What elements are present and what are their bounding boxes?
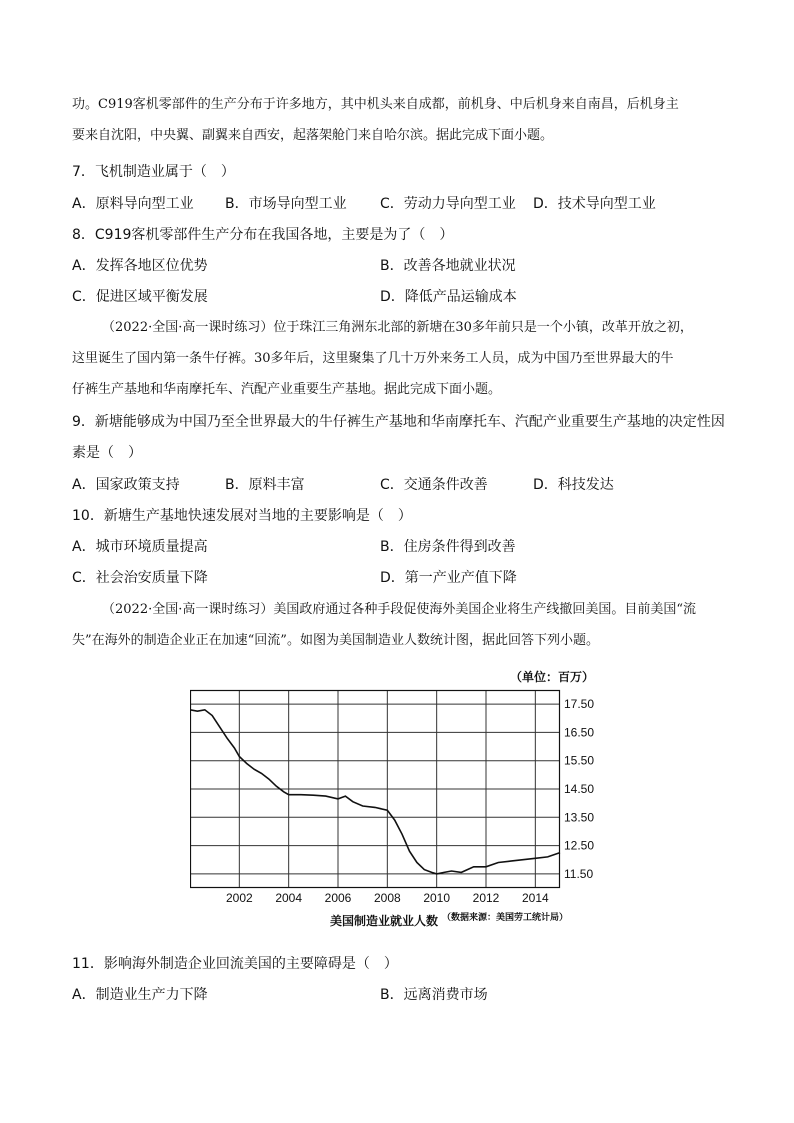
q11-option-a[interactable]: A．制造业生产力下降: [72, 987, 208, 1003]
y-tick-label: 12.50: [564, 838, 595, 853]
x-tick-label: 2008: [373, 891, 401, 905]
question-10-stem: 10．新塘生产基地快速发展对当地的主要影响是（ ）: [72, 508, 412, 524]
question-9-stem-line-2: 素是（ ）: [72, 445, 142, 461]
series-line-employment: [190, 710, 560, 874]
question-9-stem-line-1: 9．新塘能够成为中国乃至全世界最大的牛仔裤生产基地和华南摩托车、汽配产业重要生产基地的决定性因: [72, 414, 725, 430]
c919-intro-line-1: 功。C919客机零部件的生产分布于许多地方，其中机头来自成都，前机身、中后机身来自南昌，后机身主: [72, 97, 679, 112]
question-7-stem: 7．飞机制造业属于（ ）: [72, 164, 235, 180]
q10-option-b[interactable]: B．住房条件得到改善: [380, 539, 516, 555]
xintang-intro-line-3: 仔裤生产基地和华南摩托车、汽配产业重要生产基地。据此完成下面小题。: [72, 382, 502, 397]
q9-option-a[interactable]: A．国家政策支持: [72, 477, 180, 493]
q10-option-d[interactable]: D．第一产业产值下降: [380, 570, 517, 586]
y-tick-label: 16.50: [564, 725, 595, 740]
q7-option-a[interactable]: A．原料导向型工业: [72, 196, 194, 212]
y-tick-label: 15.50: [564, 753, 595, 768]
x-tick-label: 2006: [324, 891, 352, 905]
chart-plot: [190, 668, 620, 908]
q7-option-d[interactable]: D．技术导向型工业: [533, 196, 656, 212]
y-tick-label: 11.50: [564, 866, 594, 881]
x-tick-label: 2012: [472, 891, 500, 905]
q7-option-b[interactable]: B．市场导向型工业: [225, 196, 347, 212]
q8-option-b[interactable]: B．改善各地就业状况: [380, 258, 516, 274]
question-8-stem: 8．C919客机零部件生产分布在我国各地，主要是为了（ ）: [72, 227, 454, 243]
x-tick-label: 2002: [225, 891, 253, 905]
q8-option-c[interactable]: C．促进区域平衡发展: [72, 289, 208, 305]
chart-source: （数据来源：美国劳工统计局）: [442, 913, 569, 923]
question-11-stem: 11．影响海外制造企业回流美国的主要障碍是（ ）: [72, 956, 398, 972]
x-tick-label: 2010: [423, 891, 451, 905]
q10-option-a[interactable]: A．城市环境质量提高: [72, 539, 208, 555]
us-intro-line-1: （2022·全国·高一课时练习）美国政府通过各种手段促使海外美国企业将生产线撤回美国。目前美国“流: [102, 602, 696, 617]
us-intro-line-2: 失”在海外的制造企业正在加速“回流”。如图为美国制造业人数统计图，据此回答下列小题。: [72, 633, 599, 648]
q9-option-d[interactable]: D．科技发达: [533, 477, 614, 493]
x-tick-label: 2014: [521, 891, 549, 905]
q8-option-d[interactable]: D．降低产品运输成本: [380, 289, 517, 305]
c919-intro-line-2: 要来自沈阳，中央翼、副翼来自西安，起落架舱门来自哈尔滨。据此完成下面小题。: [72, 128, 554, 143]
q10-option-c[interactable]: C．社会治安质量下降: [72, 570, 208, 586]
x-tick-label: 2004: [275, 891, 303, 905]
chart-unit-label: （单位：百万）: [510, 670, 595, 684]
xintang-intro-line-2: 这里诞生了国内第一条牛仔裤。30多年后，这里聚集了几十万外来务工人员，成为中国乃至世界最大的牛: [72, 351, 674, 366]
y-tick-label: 14.50: [564, 782, 595, 796]
y-tick-label: 17.50: [564, 697, 595, 712]
y-tick-label: 13.50: [564, 810, 595, 825]
q8-option-a[interactable]: A．发挥各地区位优势: [72, 258, 208, 274]
q11-option-b[interactable]: B．远离消费市场: [380, 987, 488, 1003]
xintang-intro-line-1: （2022·全国·高一课时练习）位于珠江三角洲东北部的新塘在30多年前只是一个小镇，改革开放之初，: [102, 320, 693, 335]
q7-option-c[interactable]: C．劳动力导向型工业: [380, 196, 516, 212]
chart-caption: 美国制造业就业人数: [330, 914, 439, 928]
q9-option-b[interactable]: B．原料丰富: [225, 477, 305, 493]
manufacturing-employment-chart: [190, 668, 620, 930]
q9-option-c[interactable]: C．交通条件改善: [380, 477, 488, 493]
